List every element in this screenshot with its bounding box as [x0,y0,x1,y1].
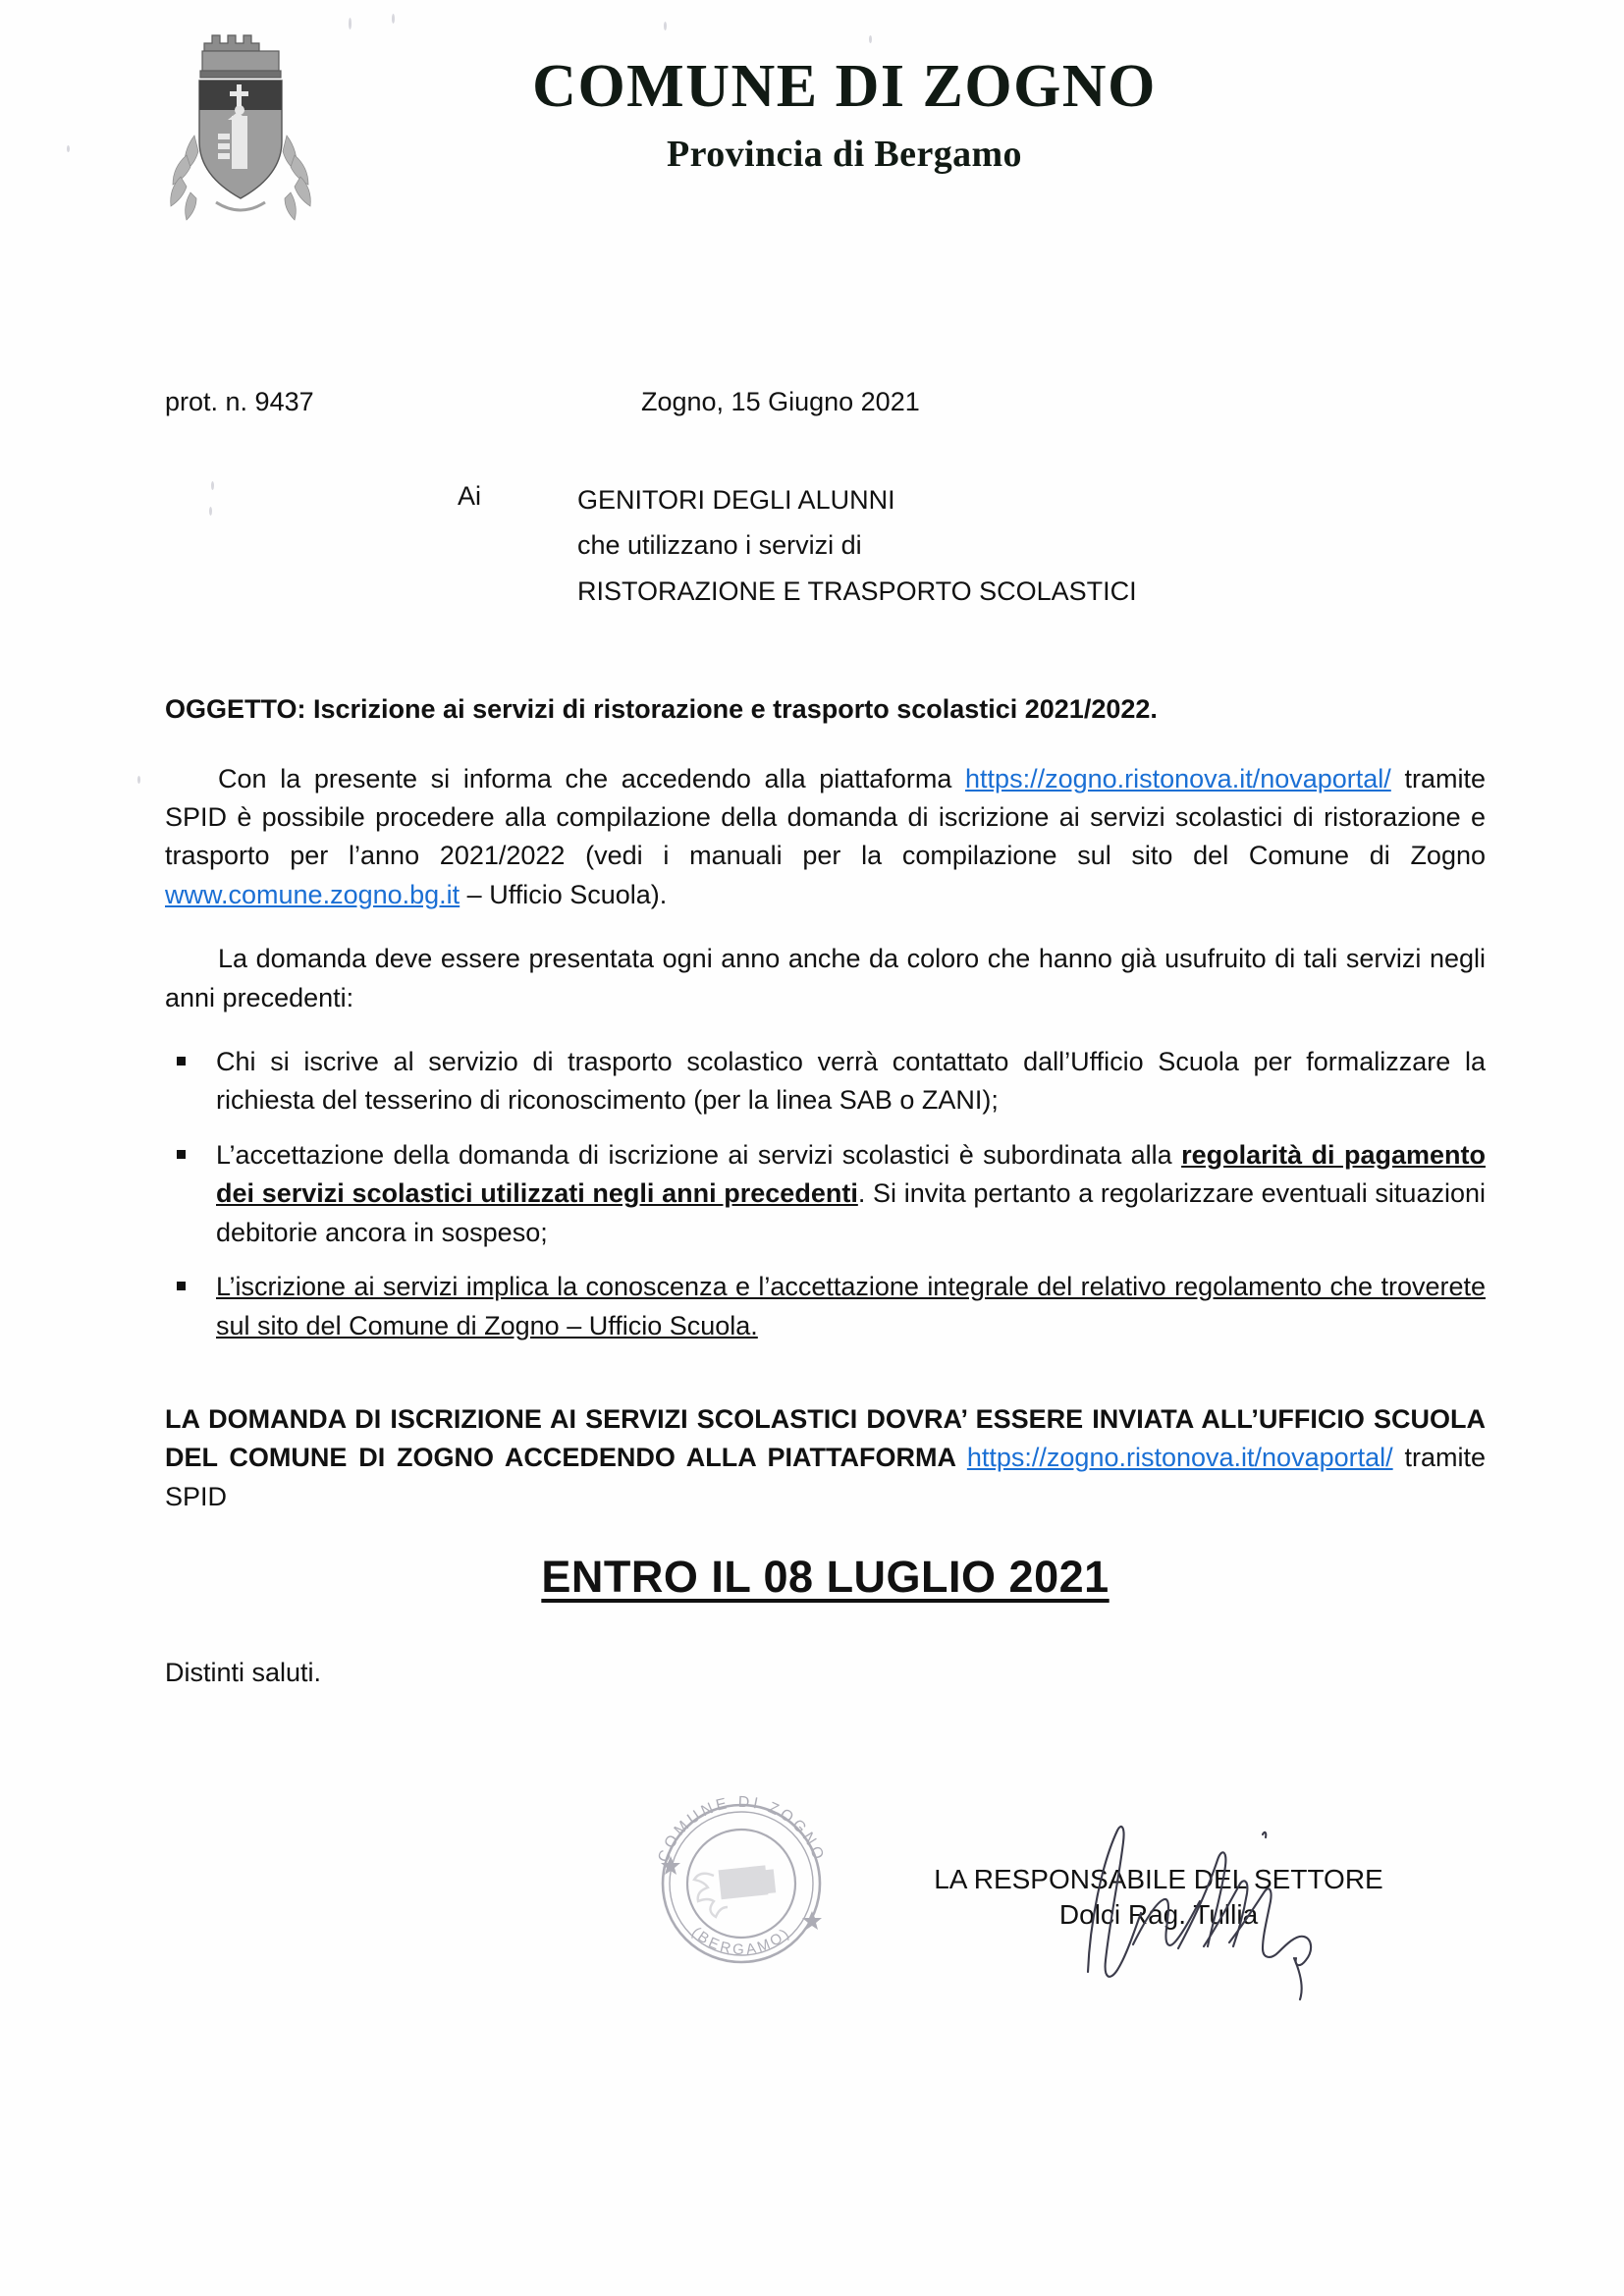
protocol-number: prot. n. 9437 [165,387,314,416]
paragraph-intro-text-3: – Ufficio Scuola). [460,879,668,909]
addressee-line: che utilizzano i servizi di [577,530,862,561]
svg-text:COMUNE DI ZOGNO: COMUNE DI ZOGNO [655,1793,828,1865]
signatory-role: LA RESPONSABILE DEL SETTORE [934,1864,1383,1894]
addressee-line: RISTORAZIONE E TRASPORTO SCOLASTICI [577,575,1137,606]
ristonova-portal-link-2[interactable]: https://zogno.ristonova.it/novaportal/ [966,1443,1393,1473]
page-title: COMUNE DI ZOGNO [532,53,1157,120]
svg-text:(BERGAMO): (BERGAMO) [688,1924,794,1959]
list-item [165,1268,1486,1345]
letter-body [165,383,1486,1691]
bullet-text-transport: Chi si iscrive al servizio di trasporto scolastico verrà contattato dall’Ufficio Scuola per formalizzare la richiesta del tesserino di riconoscimento (per la linea SAB o ZANI); [216,1047,1486,1116]
signature-block [0,1785,1624,2041]
addressee-block [165,477,1486,614]
bullet-text-acceptance-1: L’accettazione della domanda di iscrizione ai servizi scolastici è subordinata alla [216,1139,1182,1170]
scan-speckle [137,776,140,784]
ristonova-portal-link[interactable]: https://zogno.ristonova.it/novaportal/ [965,763,1391,793]
bullet-text-acceptance-2: . Si invita pertanto a regolarizzare eventuali situazioni debitorie ancora in sospeso; [216,1178,1486,1247]
comune-website-link[interactable]: www.comune.zogno.bg.it [165,879,460,909]
coat-of-arms-icon [167,29,314,221]
requirements-list [165,1043,1486,1345]
submission-instructions-text-2: tramite SPID [165,1443,1486,1511]
paragraph-intro-text-2: tramite SPID è possibile procedere alla compilazione della domanda di iscrizione ai servizi scolastici di ristorazione e trasporto per l’anno 2021/2022 (vedi i manuali per la compilazione sul sito del Comune di Zogno [165,763,1486,871]
place-and-date: Zogno, 15 Giugno 2021 [641,387,920,416]
submission-instructions [165,1400,1486,1516]
deadline-headline [165,1546,1486,1609]
paragraph-yearly-application: La domanda deve essere presentata ogni anno anche da coloro che hanno già usufruito di tali servizi negli anni precedenti: [165,944,1486,1012]
deadline-text: ENTRO IL 08 LUGLIO 2021 [541,1552,1110,1603]
page-subtitle: Provincia di Bergamo [667,134,1022,176]
signatory-name: Dolci Rag. Tullia [1058,1898,1259,1930]
header-title-block [373,55,1316,176]
paragraph-intro-text-1: Con la presente si informa che accedendo alla piattaforma [218,763,966,793]
bullet-text-regulation: L’iscrizione ai servizi implica la conoscenza e l’accettazione integrale del relativo regolamento che troverete sul sito del Comune di Zogno – Ufficio Scuola. [216,1272,1486,1340]
closing-regards: Distinti saluti. [165,1658,322,1688]
bullet-emphasis-payment: regolarità di pagamento dei servizi scolastici utilizzati negli anni precedenti [216,1139,1486,1209]
document-header [0,22,1624,228]
list-item [165,1136,1486,1252]
addressee-prefix: Ai [458,481,482,511]
subject-line: OGGETTO: Iscrizione ai servizi di ristorazione e trasporto scolastici 2021/2022. [165,694,1158,725]
paragraph-intro [165,760,1486,915]
official-stamp-icon [643,1785,839,1982]
addressee-line: GENITORI DEGLI ALUNNI [577,485,895,515]
submission-instructions-text-1: LA DOMANDA DI ISCRIZIONE AI SERVIZI SCOLASTICI DOVRA’ ESSERE INVIATA ALL’UFFICIO SCUOLA DEL COMUNE DI ZOGNO ACCEDENDO ALLA PIATTAFORMA [165,1403,1486,1473]
signatory-info [884,1862,1434,1933]
list-item [165,1043,1486,1121]
protocol-date-row [165,383,1486,424]
